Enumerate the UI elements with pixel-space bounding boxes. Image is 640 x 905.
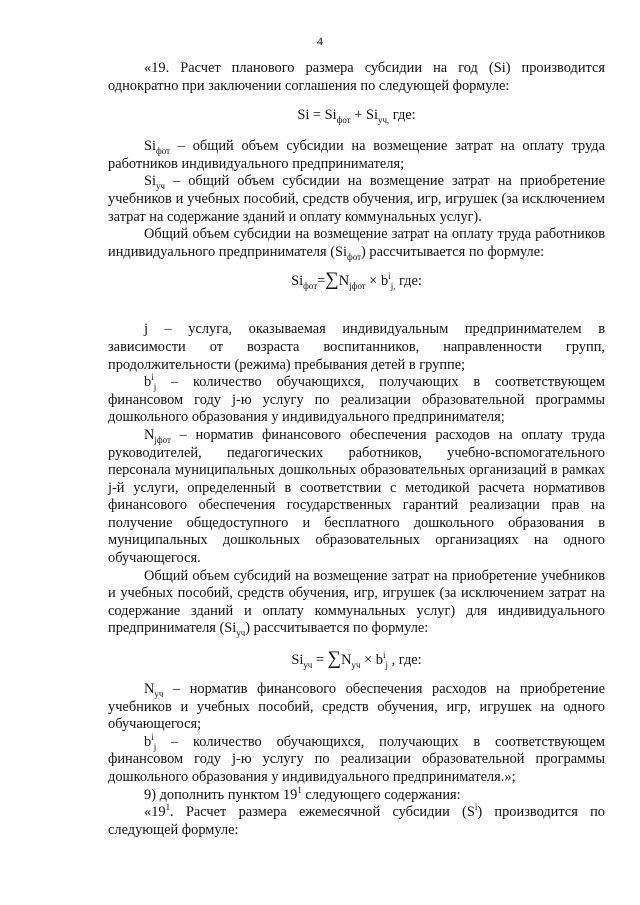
definition-si-uch: $Si_{уч}$ – общий объем субсидии на возмещение затрат на приобретение учебников и учебных пособий, средств обучения, игр, игрушек (за исключением затрат на содержание зданий и оплату коммунальных услуг). <box>108 173 605 225</box>
paragraph-19: «19. Расчет планового размера субсидии на год (Si) производится однократно при заключении соглашения по следующей формуле: <box>108 60 605 94</box>
paragraph-fot: Общий объем субсидии на возмещение затрат на оплату труда работников индивидуального предпринимателя $(Si_{фот})$ рассчитывается по формуле: <box>108 226 605 262</box>
definition-j: j – услуга, оказываемая индивидуальным предпринимателем в зависимости от возраста воспитанников, направленности групп, продолжительности (режима) пребывания детей в группе; <box>108 321 605 373</box>
formula-si-fot: $Si_{фот}=\sum N_{jфот} \times b^i_{j,}$ где: <box>291 269 422 292</box>
paragraph-9: 9) дополнить пунктом $19^1$ следующего содержания: <box>144 784 461 803</box>
page-number: 4 <box>317 34 323 48</box>
paragraph-19-1: «$19^1$. Расчет размера ежемесячной субсидии $(S^i)$ производится по следующей формуле: <box>108 802 606 838</box>
definition-n-uch: $N_{уч}$ – норматив финансового обеспечения расходов на приобретение учебников и учебных пособий, средств обучения, игр, игрушек на одного обучающегося; <box>108 681 605 733</box>
formula-si-uch: $Si_{уч} = \sum N_{уч} \times b^i_j$ , где: <box>291 648 422 670</box>
definition-nj-fot: $N_{jфот}$ – норматив финансового обеспечения расходов на оплату труда руководителей, педагогических работников, учебно-вспомогательного персонала муниципальных дошкольных образовательных организаций в рамках j-й услуги, определенный в соответствии с методикой расчета нормативов финансового обеспечения государственных гарантий реализации прав на получение общедоступного и бесплатного дошкольного образования в муниципальных дошкольных образовательных организациях на одного обучающегося. <box>108 426 605 567</box>
definition-si-fot: $Si_{фот}$ – общий объем субсидии на возмещение затрат на оплату труда работников индивидуального предпринимателя; <box>108 138 605 172</box>
paragraph-uch: Общий объем субсидий на возмещение затрат на приобретение учебников и учебных пособий, средств обучения, игр, игрушек (за исключением затрат на содержание зданий и оплату коммунальных услуг) для индивидуального предпринимателя $(Si_{уч})$ рассчитывается по формуле: <box>108 567 605 639</box>
definition-bij: $b^i_j$ – количество обучающихся, получающих в соответствующем финансовом году j-ю услугу по реализации образовательной программы дошкольного образования у индивидуального предпринимателя; <box>108 372 605 426</box>
definition-bij-2: $b^i_j$ – количество обучающихся, получающих в соответствующем финансовом году j-ю услугу по реализации образовательной программы дошкольного образования у индивидуального предпринимателя.»; <box>108 732 605 785</box>
document-body <box>108 60 605 839</box>
formula-si: $Si = Si_{фот} + Si_{уч,}$ где: <box>297 107 416 126</box>
